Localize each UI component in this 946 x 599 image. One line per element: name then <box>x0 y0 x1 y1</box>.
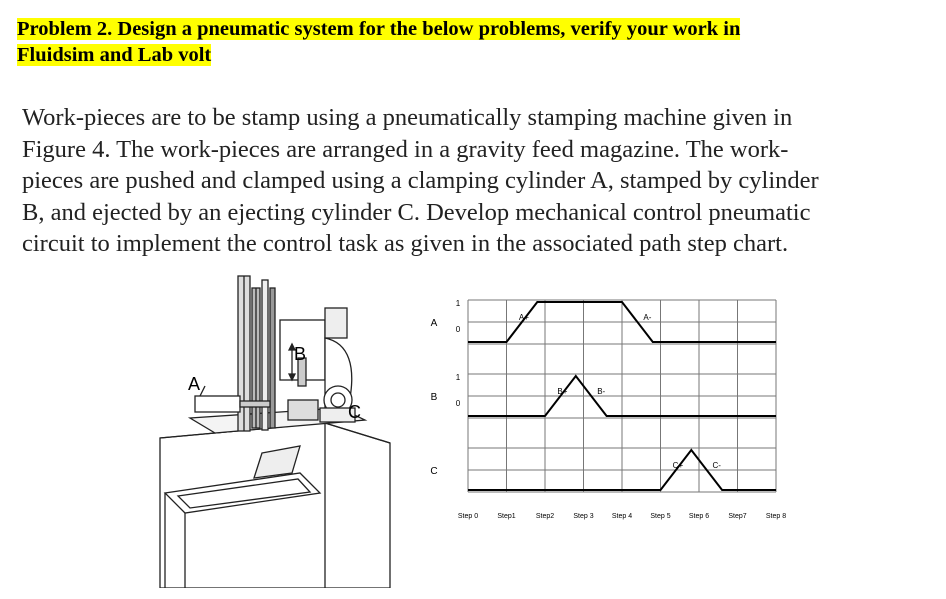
heading-line-2: Fluidsim and Lab volt <box>17 44 212 66</box>
series-name: C <box>430 466 438 477</box>
step-label: Step 8 <box>765 513 787 520</box>
level-label: 0 <box>455 325 461 334</box>
cylinder-c-label: C <box>348 402 361 422</box>
transition-label: A- <box>643 313 652 322</box>
level-label: 0 <box>455 399 461 408</box>
cylinder-a-label: A <box>188 374 201 394</box>
level-label: 1 <box>455 373 461 382</box>
step-label: Step7 <box>728 513 747 520</box>
problem-description <box>22 102 927 260</box>
paragraph-line: B, and ejected by an ejecting cylinder C. Develop mechanical control pneumatic <box>22 198 811 226</box>
transition-label: C- <box>712 461 721 470</box>
series-name: A <box>430 318 438 329</box>
step-label: Step 3 <box>573 513 594 520</box>
chart-labels-group <box>430 299 786 520</box>
problem-heading <box>17 16 917 68</box>
transition-label: B+ <box>557 387 568 396</box>
step-label: Step 4 <box>611 513 633 520</box>
heading-line-1: Problem 2. Design a pneumatic system for the below problems, verify your work in <box>17 18 741 40</box>
step-label: Step 5 <box>650 513 671 520</box>
chart-grid <box>468 300 776 492</box>
paragraph-line: Figure 4. The work-pieces are arranged in a gravity feed magazine. The work- <box>22 135 789 163</box>
step-label: Step2 <box>535 513 555 520</box>
stamping-machine-illustration <box>150 268 410 588</box>
transition-label: C+ <box>672 461 684 470</box>
step-label: Step 0 <box>457 513 479 520</box>
transition-label: B- <box>597 387 606 396</box>
paragraph-line: circuit to implement the control task as given in the associated path step chart. <box>22 230 789 257</box>
path-step-chart <box>420 290 820 530</box>
transition-label: A+ <box>518 313 529 322</box>
step-label: Step 6 <box>688 513 710 520</box>
cylinder-b-label: B <box>294 344 307 364</box>
step-label: Step1 <box>497 513 516 520</box>
level-label: 1 <box>455 299 461 308</box>
series-name: B <box>430 392 438 403</box>
paragraph-line: pieces are pushed and clamped using a clamping cylinder A, stamped by cylinder <box>22 167 819 194</box>
paragraph-line: Work-pieces are to be stamp using a pneumatically stamping machine given in <box>22 104 793 131</box>
